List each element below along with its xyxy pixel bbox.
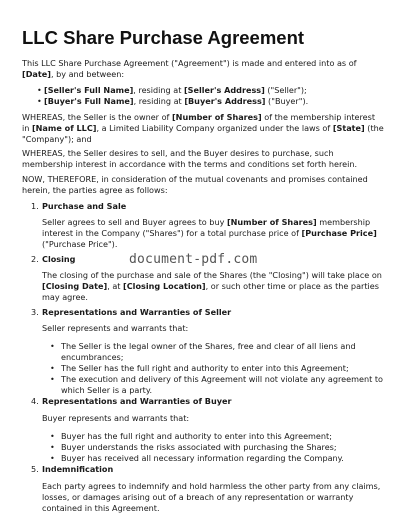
intro-text-end: , by and between: xyxy=(50,69,125,80)
date-placeholder: [Date] xyxy=(22,69,51,80)
section-title: Representations and Warranties of Seller xyxy=(42,307,232,317)
list-item-text: The Seller has the full right and authority to enter into this Agreement; xyxy=(61,363,349,373)
party-seller xyxy=(37,85,387,96)
section-title: Indemnification xyxy=(42,464,114,474)
section-number: 4. xyxy=(31,396,39,406)
section-5-heading xyxy=(31,464,113,475)
shares-placeholder: [Number of Shares] xyxy=(171,112,262,122)
section-title: Representations and Warranties of Buyer xyxy=(42,396,232,406)
whereas-text: WHEREAS, the Seller is the owner of xyxy=(22,112,172,122)
shares-placeholder: [Number of Shares] xyxy=(226,217,317,227)
section-4-lead: Buyer represents and warrants that: xyxy=(42,413,190,423)
section-number: 3. xyxy=(31,307,39,317)
bullet-icon: • xyxy=(37,96,42,106)
state-placeholder: [State] xyxy=(332,123,365,134)
section-title: Closing xyxy=(42,254,76,264)
whereas-text: (the "Company"); and xyxy=(22,123,384,145)
section-text: , at xyxy=(107,281,124,292)
section-text: ("Purchase Price"). xyxy=(42,239,118,250)
whereas-text: , a Limited Liability Company organized under the laws of xyxy=(96,123,333,134)
bullet-icon: • xyxy=(50,374,55,384)
closing-date-placeholder: [Closing Date] xyxy=(42,281,108,292)
bullet-icon: • xyxy=(50,363,55,373)
watermark: document-pdf.com xyxy=(126,252,260,267)
seller-address-placeholder: [Seller's Address] xyxy=(183,85,265,95)
document-title: LLC Share Purchase Agreement xyxy=(22,27,305,48)
party-text: , residing at xyxy=(133,85,184,95)
buyer-name-placeholder: [Buyer's Full Name] xyxy=(44,96,134,106)
list-item xyxy=(50,374,385,396)
section-number: 5. xyxy=(31,464,39,474)
list-item-text: Buyer understands the risks associated with purchasing the Shares; xyxy=(61,442,337,452)
whereas-ownership xyxy=(22,112,384,146)
section-1-body xyxy=(42,217,384,251)
intro-paragraph xyxy=(22,58,384,80)
now-therefore: NOW, THEREFORE, in consideration of the mutual covenants and promises contained herein, the parties agree as follows: xyxy=(22,174,368,196)
bullet-icon: • xyxy=(50,341,55,351)
party-text: , residing at xyxy=(133,96,185,106)
bullet-icon: • xyxy=(50,431,55,441)
section-number: 1. xyxy=(31,201,39,211)
bullet-icon: • xyxy=(37,85,42,95)
closing-location-placeholder: [Closing Location] xyxy=(123,281,206,292)
seller-name-placeholder: [Seller's Full Name] xyxy=(44,85,134,95)
price-placeholder: [Purchase Price] xyxy=(301,228,377,239)
party-role: ("Seller"); xyxy=(264,85,307,95)
list-item xyxy=(50,431,385,442)
list-item xyxy=(50,442,385,453)
section-4-heading xyxy=(31,396,232,407)
buyer-address-placeholder: [Buyer's Address] xyxy=(184,96,266,106)
section-text: The closing of the purchase and sale of the Shares (the "Closing") will take place on xyxy=(42,270,382,280)
section-5-body: Each party agrees to indemnify and hold harmless the other party from any claims, losses, or damages arising out of a breach of any representation or warranty contained in this Agreement. xyxy=(42,481,381,514)
section-number: 2. xyxy=(31,254,39,264)
section-1-heading xyxy=(31,201,126,212)
section-text: membership interest in the Company ("Shares") for a total purchase price of xyxy=(42,217,371,239)
section-text: , or such other time or place as the parties may agree. xyxy=(42,281,379,303)
section-text: Seller agrees to sell and Buyer agrees to buy xyxy=(42,217,227,227)
section-2-heading xyxy=(31,254,75,265)
list-item xyxy=(50,341,385,363)
list-item xyxy=(50,363,385,374)
list-item-text: Buyer has received all necessary information regarding the Company. xyxy=(61,453,344,463)
party-role: ("Buyer"). xyxy=(265,96,309,106)
section-3-lead: Seller represents and warrants that: xyxy=(42,323,189,333)
intro-text: This LLC Share Purchase Agreement ("Agreement") is made and entered into as of xyxy=(22,58,357,68)
section-title: Purchase and Sale xyxy=(42,201,127,211)
list-item-text: Buyer has the full right and authority to enter into this Agreement; xyxy=(61,431,332,441)
whereas-text: of the membership interest in xyxy=(22,112,376,134)
section-2-body xyxy=(42,270,384,304)
list-item xyxy=(50,453,385,464)
whereas-desire: WHEREAS, the Seller desires to sell, and the Buyer desires to purchase, such membership interest in accordance with the terms and conditions set forth herein. xyxy=(22,148,358,170)
list-item-text: The Seller is the legal owner of the Shares, free and clear of all liens and encumbrances; xyxy=(61,341,356,363)
bullet-icon: • xyxy=(50,453,55,463)
list-item-text: The execution and delivery of this Agreement will not violate any agreement to which Seller is a party. xyxy=(61,374,383,396)
section-3-heading xyxy=(31,307,231,318)
party-buyer xyxy=(37,96,387,107)
bullet-icon: • xyxy=(50,442,55,452)
llc-name-placeholder: [Name of LLC] xyxy=(31,123,97,134)
